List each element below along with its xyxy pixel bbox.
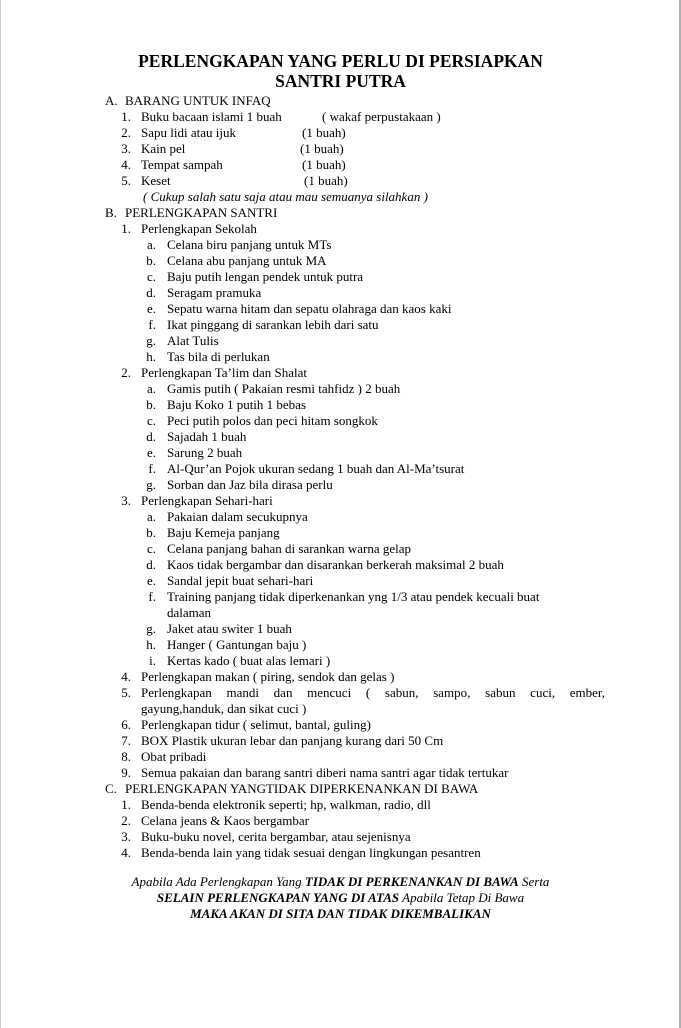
item-text: Obat pribadi	[141, 749, 207, 764]
item-text: Kain pel	[141, 141, 186, 156]
item-text: Keset	[141, 173, 171, 188]
item-letter: a.	[146, 237, 156, 252]
item-number: 9.	[121, 765, 131, 780]
footer-emphasis: SELAIN PERLENGKAPAN YANG DI ATAS	[156, 890, 400, 905]
item-text: Sapu lidi atau ijuk	[141, 125, 236, 140]
item-number: 8.	[121, 749, 131, 764]
section-marker: C.	[105, 781, 117, 796]
item-text: Tempat sampah	[141, 157, 223, 172]
item-number: 3.	[121, 493, 131, 508]
item-text: Celana abu panjang untuk MA	[167, 253, 327, 268]
section-title: BARANG UNTUK INFAQ	[125, 93, 271, 108]
item-letter: f.	[148, 589, 156, 604]
item-letter: e.	[146, 301, 156, 316]
item-text: dalaman	[167, 605, 212, 620]
item-letter: b.	[146, 253, 156, 268]
item-letter: h.	[146, 637, 156, 652]
item-text: Peci putih polos dan peci hitam songkok	[167, 413, 378, 428]
item-quantity: (1 buah)	[302, 157, 346, 172]
item-text: Jaket atau switer 1 buah	[167, 621, 292, 636]
item-letter: e.	[146, 573, 156, 588]
item-letter: f.	[148, 461, 156, 476]
item-letter: g.	[146, 621, 156, 636]
item-letter: e.	[146, 445, 156, 460]
item-text: Sarung 2 buah	[167, 445, 243, 460]
item-quantity: (1 buah)	[300, 141, 344, 156]
item-text: Benda-benda elektronik seperti; hp, walkman, radio, dll	[141, 797, 431, 812]
item-number: 1.	[121, 797, 131, 812]
item-text: Semua pakaian dan barang santri diberi nama santri agar tidak tertukar	[141, 765, 509, 780]
subsection-title: Perlengkapan Sekolah	[141, 221, 257, 236]
item-number: 4.	[121, 845, 131, 860]
footer-warning-line1	[0, 874, 681, 890]
item-number: 3.	[121, 829, 131, 844]
item-text: gayung,handuk, dan sikat cuci )	[141, 701, 307, 716]
footer-warning-line3: MAKA AKAN DI SITA DAN TIDAK DIKEMBALIKAN	[190, 906, 491, 921]
item-text: Perlengkapan makan ( piring, sendok dan gelas )	[141, 669, 395, 684]
section-a-note: ( Cukup salah satu saja atau mau semuanya silahkan )	[143, 189, 428, 204]
footer-warning-line2	[0, 890, 681, 906]
item-text: Perlengkapan tidur ( selimut, bantal, guling)	[141, 717, 371, 732]
item-text: Al-Qur’an Pojok ukuran sedang 1 buah dan Al-Ma’tsurat	[167, 461, 465, 476]
item-quantity: ( wakaf perpustakaan )	[322, 109, 441, 124]
item-number: 1.	[121, 109, 131, 124]
item-text: Baju Koko 1 putih 1 bebas	[167, 397, 307, 412]
item-number: 4.	[121, 669, 131, 684]
document-title-line1: PERLENGKAPAN YANG PERLU DI PERSIAPKAN	[138, 51, 543, 71]
item-letter: i.	[149, 653, 156, 668]
item-text: Seragam pramuka	[167, 285, 262, 300]
item-text: Sajadah 1 buah	[167, 429, 247, 444]
item-letter: c.	[146, 541, 156, 556]
item-text: Buku-buku novel, cerita bergambar, atau sejenisnya	[141, 829, 411, 844]
item-text: Celana panjang bahan di sarankan warna gelap	[167, 541, 412, 556]
item-letter: b.	[146, 525, 156, 540]
section-title: PERLENGKAPAN SANTRI	[125, 205, 278, 220]
item-number: 2.	[121, 125, 131, 140]
item-number: 6.	[121, 717, 131, 732]
item-text: Alat Tulis	[167, 333, 219, 348]
item-letter: h.	[146, 349, 156, 364]
item-text: Gamis putih ( Pakaian resmi tahfidz ) 2 buah	[167, 381, 401, 396]
item-text: Training panjang tidak diperkenankan yng 1/3 atau pendek kecuali buat	[167, 589, 540, 604]
item-number: 3.	[121, 141, 131, 156]
item-letter: f.	[148, 317, 156, 332]
item-letter: c.	[146, 413, 156, 428]
item-text: Tas bila di perlukan	[167, 349, 270, 364]
item-text: Sandal jepit buat sehari-hari	[167, 573, 314, 588]
footer-emphasis: TIDAK DI PERKENANKAN DI BAWA	[304, 874, 519, 889]
section-marker: A.	[105, 93, 118, 108]
footer-text: Serta	[518, 874, 550, 889]
item-number: 1.	[121, 221, 131, 236]
item-text: Benda-benda lain yang tidak sesuai dengan lingkungan pesantren	[141, 845, 481, 860]
section-marker: B.	[105, 205, 117, 220]
subsection-title: Perlengkapan Sehari-hari	[141, 493, 273, 508]
item-letter: b.	[146, 397, 156, 412]
item-text: Ikat pinggang di sarankan lebih dari satu	[167, 317, 379, 332]
item-text: Kertas kado ( buat alas lemari )	[167, 653, 331, 668]
item-letter: c.	[146, 269, 156, 284]
item-letter: d.	[146, 285, 156, 300]
item-letter: a.	[146, 509, 156, 524]
item-number: 2.	[121, 813, 131, 828]
item-letter: a.	[146, 381, 156, 396]
item-number: 4.	[121, 157, 131, 172]
item-letter: g.	[146, 477, 156, 492]
item-quantity: (1 buah)	[304, 173, 348, 188]
item-text: BOX Plastik ukuran lebar dan panjang kurang dari 50 Cm	[141, 733, 444, 748]
item-text: Kaos tidak bergambar dan disarankan berkerah maksimal 2 buah	[167, 557, 504, 572]
item-text: Hanger ( Gantungan baju )	[167, 637, 307, 652]
item-text: Sorban dan Jaz bila dirasa perlu	[167, 477, 333, 492]
item-text: Celana jeans & Kaos bergambar	[141, 813, 309, 828]
item-number: 5.	[121, 685, 131, 700]
document-title-line2: SANTRI PUTRA	[275, 71, 406, 91]
item-number: 7.	[121, 733, 131, 748]
item-text: Pakaian dalam secukupnya	[167, 509, 308, 524]
section-title: PERLENGKAPAN YANGTIDAK DIPERKENANKAN DI BAWA	[125, 781, 479, 796]
item-text: Baju putih lengan pendek untuk putra	[167, 269, 364, 284]
item-number: 5.	[121, 173, 131, 188]
item-text: Perlengkapan mandi dan mencuci ( sabun, sampo, sabun cuci, ember,	[141, 685, 605, 700]
item-number: 2.	[121, 365, 131, 380]
item-letter: g.	[146, 333, 156, 348]
item-quantity: (1 buah)	[302, 125, 346, 140]
item-text: Sepatu warna hitam dan sepatu olahraga dan kaos kaki	[167, 301, 452, 316]
item-letter: d.	[146, 557, 156, 572]
footer-text: Apabila Tetap Di Bawa	[399, 890, 525, 905]
item-letter: d.	[146, 429, 156, 444]
item-text: Buku bacaan islami 1 buah	[141, 109, 282, 124]
subsection-title: Perlengkapan Ta’lim dan Shalat	[141, 365, 307, 380]
item-text: Celana biru panjang untuk MTs	[167, 237, 332, 252]
item-text: Baju Kemeja panjang	[167, 525, 280, 540]
footer-text: Apabila Ada Perlengkapan Yang	[131, 874, 305, 889]
